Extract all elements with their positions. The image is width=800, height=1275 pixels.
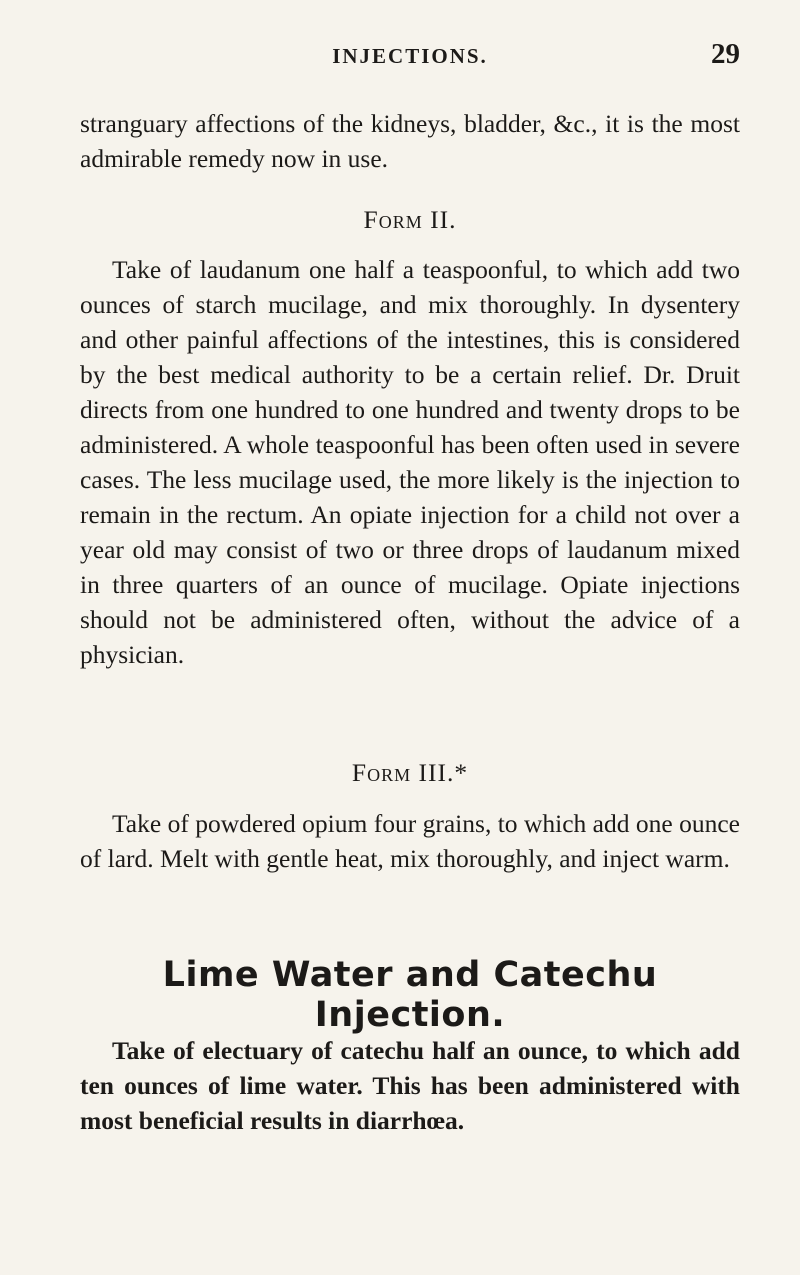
form-2-heading: Form II. xyxy=(363,205,457,234)
form-3-paragraph: Take of powdered opium four grains, to which add one ounce of lard. Melt with gentle heat, mix thoroughly, and inject warm. xyxy=(80,809,740,873)
continuation-paragraph: stranguary affections of the kidneys, bladder, &c., it is the most admirable remedy now in use. xyxy=(80,109,740,173)
running-head xyxy=(80,38,740,78)
lime-water-catechu-paragraph: Take of electuary of catechu half an ounce, to which add ten ounces of lime water. This has been administered with most beneficial results in diarrhœa. xyxy=(80,1036,740,1135)
form-2-paragraph: Take of laudanum one half a teaspoonful, to which add two ounces of starch mucilage, and mix thoroughly. In dysentery and other painful affections of the intestines, this is considered by the best medical authority to be a certain relief. Dr. Druit directs from one hundred to one hundred and twenty drops to be administered. A whole teaspoonful has been often used in severe cases. The less mucilage used, the more likely is the injection to remain in the rectum. An opiate injection for a child not over a year old may consist of two or three drops of laudanum mixed in three quarters of an ounce of mucilage. Opiate injections should not be administered often, without the advice of a physician. xyxy=(80,255,740,669)
form-3-heading: Form III.* xyxy=(351,758,469,787)
lime-water-catechu-heading: Lime Water and Catechu Injection. xyxy=(162,955,658,1035)
page-number: 29 xyxy=(711,38,740,70)
running-title: INJECTIONS. xyxy=(332,44,488,68)
